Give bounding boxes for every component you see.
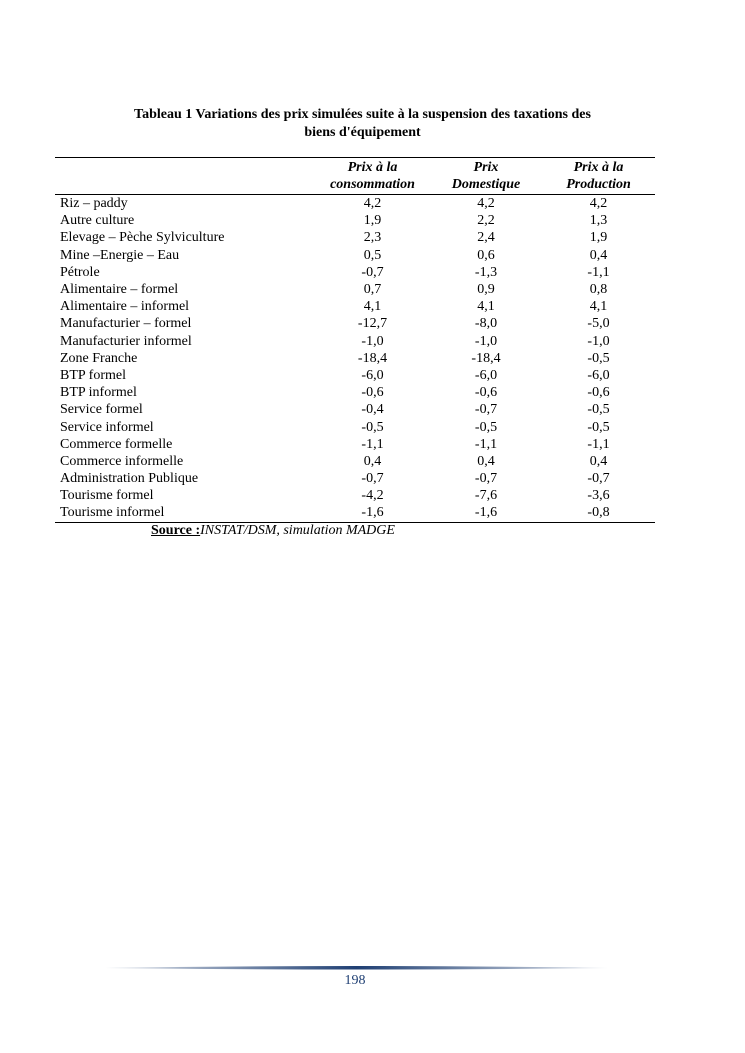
production-value: -0,6 xyxy=(587,385,610,401)
table-row xyxy=(55,436,655,453)
header-domestique-line-1: Prix xyxy=(473,160,499,175)
production-value: 0,4 xyxy=(589,453,608,469)
production-value: -1,0 xyxy=(587,333,610,349)
domestique-value: 4,1 xyxy=(477,299,495,315)
production-value: 0,4 xyxy=(589,247,608,263)
sector-label: Administration Publique xyxy=(60,471,199,487)
table-header xyxy=(55,158,655,195)
domestique-value: -1,6 xyxy=(430,504,542,522)
sector-label: Tourisme informel xyxy=(55,504,315,522)
price-variation-table xyxy=(55,157,655,523)
domestique-value: -0,7 xyxy=(474,471,498,487)
header-consommation-line-1: Prix à la xyxy=(347,160,398,175)
consommation-value: -0,6 xyxy=(361,385,384,401)
consommation-value: -0,4 xyxy=(361,402,384,418)
sector-label: Riz – paddy xyxy=(60,196,128,212)
production-value: -5,0 xyxy=(587,316,610,332)
consommation-value: 0,4 xyxy=(363,453,382,469)
consommation-value: -6,0 xyxy=(361,367,384,383)
table-row xyxy=(55,350,655,367)
header-cell-consommation xyxy=(315,158,430,195)
table-row xyxy=(55,333,655,350)
production-value: -1,1 xyxy=(587,436,610,452)
consommation-value: -1,0 xyxy=(361,333,384,349)
source-label: Source : xyxy=(151,523,201,538)
sector-label: Elevage – Pèche Sylviculture xyxy=(60,230,225,246)
consommation-value: -0,5 xyxy=(361,419,384,435)
header-production-line-1: Prix à la xyxy=(573,160,624,175)
consommation-value: 2,3 xyxy=(363,230,382,246)
table-title-line-1: Tableau 1 Variations des prix simulées suite à la suspension des taxations des xyxy=(134,107,591,122)
domestique-value: -1,3 xyxy=(474,264,498,280)
header-domestique-line-2: Domestique xyxy=(451,177,521,192)
production-value: 4,1 xyxy=(589,299,608,315)
table-row xyxy=(55,247,655,264)
table-row xyxy=(55,298,655,315)
production-value: -0,5 xyxy=(587,419,610,435)
source-text: INSTAT/DSM, simulation MADGE xyxy=(200,523,395,538)
table-row xyxy=(55,418,655,435)
production-value: -3,6 xyxy=(587,488,610,504)
production-value: -0,8 xyxy=(542,504,655,522)
sector-label: Service informel xyxy=(60,419,154,435)
table-row xyxy=(55,281,655,298)
consommation-value: 4,2 xyxy=(363,196,382,212)
sector-label: Autre culture xyxy=(60,213,135,229)
sector-label: Commerce informelle xyxy=(60,453,184,469)
table-source xyxy=(151,522,395,539)
production-value: 1,3 xyxy=(589,213,608,229)
consommation-value: 1,9 xyxy=(363,213,382,229)
table-row xyxy=(55,212,655,229)
production-value: 1,9 xyxy=(589,230,608,246)
production-value: -6,0 xyxy=(587,367,610,383)
domestique-value: 2,4 xyxy=(477,230,495,246)
sector-label: Zone Franche xyxy=(60,350,138,366)
table-row xyxy=(55,315,655,332)
sector-label: Manufacturier – formel xyxy=(60,316,192,332)
header-cell-domestique xyxy=(430,158,542,195)
domestique-value: -7,6 xyxy=(474,488,498,504)
production-value: -0,7 xyxy=(587,471,610,487)
consommation-value: -4,2 xyxy=(361,488,384,504)
consommation-value: -0,7 xyxy=(361,471,384,487)
consommation-value: -18,4 xyxy=(357,350,388,366)
domestique-value: -1,1 xyxy=(474,436,498,452)
domestique-value: -1,0 xyxy=(474,333,498,349)
header-cell-sector xyxy=(55,158,315,195)
sector-label: BTP informel xyxy=(60,385,137,401)
sector-label: Pétrole xyxy=(60,264,100,280)
table-row xyxy=(55,453,655,470)
domestique-value: -0,5 xyxy=(474,419,498,435)
header-production-line-2: Production xyxy=(566,177,631,192)
consommation-value: -12,7 xyxy=(357,316,388,332)
table-row xyxy=(55,487,655,504)
consommation-value: -1,6 xyxy=(315,504,430,522)
header-cell-production xyxy=(542,158,655,195)
consommation-value: 4,1 xyxy=(363,299,382,315)
table-row xyxy=(55,401,655,418)
consommation-value: -1,1 xyxy=(361,436,384,452)
table-row xyxy=(55,264,655,281)
sector-label: Alimentaire – formel xyxy=(60,282,179,298)
table-title-line-2: biens d'équipement xyxy=(304,125,421,140)
domestique-value: 4,2 xyxy=(477,196,495,212)
table-body xyxy=(55,195,655,523)
domestique-value: 0,9 xyxy=(477,282,495,298)
table-row xyxy=(55,470,655,487)
table-row xyxy=(55,504,655,522)
table-row xyxy=(55,229,655,246)
production-value: -0,5 xyxy=(587,350,610,366)
sector-label: Tourisme formel xyxy=(60,488,154,504)
header-row xyxy=(55,158,655,195)
sector-label: Mine –Energie – Eau xyxy=(60,247,180,263)
domestique-value: -0,7 xyxy=(474,402,498,418)
sector-label: Manufacturier informel xyxy=(60,333,192,349)
table-title xyxy=(90,106,635,142)
domestique-value: -18,4 xyxy=(471,350,501,366)
domestique-value: 0,6 xyxy=(477,247,495,263)
table-row xyxy=(55,195,655,213)
footer-rule xyxy=(105,964,608,972)
production-value: -0,5 xyxy=(587,402,610,418)
page-number: 198 xyxy=(344,973,366,988)
consommation-value: 0,5 xyxy=(363,247,382,263)
domestique-value: 2,2 xyxy=(477,213,495,229)
production-value: 0,8 xyxy=(589,282,608,298)
sector-label: BTP formel xyxy=(60,367,126,383)
table-row xyxy=(55,384,655,401)
sector-label: Alimentaire – informel xyxy=(60,299,190,315)
header-consommation-line-2: consommation xyxy=(330,177,415,192)
sector-label: Service formel xyxy=(60,402,143,418)
domestique-value: 0,4 xyxy=(477,453,495,469)
production-value: 4,2 xyxy=(589,196,608,212)
domestique-value: -6,0 xyxy=(474,367,498,383)
consommation-value: -0,7 xyxy=(361,264,384,280)
domestique-value: -0,6 xyxy=(474,385,498,401)
sector-label: Commerce formelle xyxy=(60,436,173,452)
domestique-value: -8,0 xyxy=(474,316,498,332)
table-row xyxy=(55,367,655,384)
production-value: -1,1 xyxy=(587,264,610,280)
consommation-value: 0,7 xyxy=(363,282,382,298)
